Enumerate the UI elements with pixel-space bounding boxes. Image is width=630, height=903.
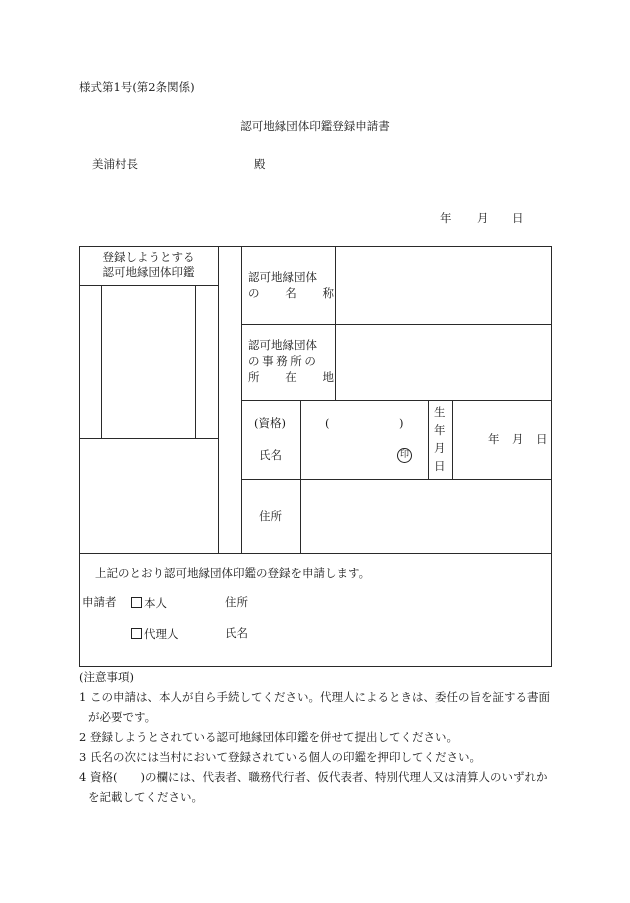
- birth-label-4: 日: [434, 459, 446, 473]
- office-location-field[interactable]: [337, 326, 550, 399]
- date-day-label: 日: [512, 211, 524, 225]
- seal-mark: 印: [397, 448, 412, 463]
- seal-area-label-line2: 認可地縁団体印鑑: [102, 265, 195, 279]
- qualification-label: (資格): [254, 416, 286, 430]
- org-name-label-line2: の 名 称: [248, 286, 334, 300]
- birth-month-label: 月: [512, 432, 524, 446]
- name-label: 氏名: [259, 448, 282, 462]
- address-field[interactable]: [302, 481, 550, 552]
- applicant-agent-option[interactable]: [131, 628, 179, 641]
- self-option-label: 本人: [144, 596, 167, 610]
- form-title: 認可地縁団体印鑑登録申請書: [240, 119, 390, 133]
- self-checkbox[interactable]: [131, 597, 142, 608]
- seal-impression-box[interactable]: [102, 286, 195, 438]
- date-month-label: 月: [477, 211, 489, 225]
- birth-year-label: 年: [488, 432, 500, 446]
- notes-heading: (注意事項): [79, 670, 134, 684]
- date-year-label: 年: [440, 211, 452, 225]
- birth-label-3: 月: [434, 441, 446, 455]
- org-name-label-line1: 認可地縁団体: [248, 270, 317, 284]
- application-statement: 上記のとおり認可地縁団体印鑑の登録を申請します。: [95, 566, 371, 580]
- office-label-line3: 所 在 地: [248, 370, 334, 384]
- qualification-field[interactable]: [331, 412, 397, 434]
- seal-area-label-line1: 登録しようとする: [102, 250, 195, 264]
- addressee-name: 美浦村長: [92, 157, 138, 171]
- applicant-address-label: 住所: [225, 595, 248, 609]
- applicant-label: 申請者: [82, 595, 117, 609]
- agent-checkbox[interactable]: [131, 628, 142, 639]
- applicant-name-label: 氏名: [225, 626, 248, 640]
- qualification-paren-close: ): [399, 416, 404, 430]
- addressee-honorific: 殿: [254, 157, 266, 171]
- birth-label-2: 年: [434, 423, 446, 437]
- note-item: 2 登録しようとされている認可地縁団体印鑑を併せて提出してください。: [79, 730, 458, 744]
- office-label-line1: 認可地縁団体: [248, 338, 317, 352]
- note-item: 1 この申請は、本人が自ら手続してください。代理人によるときは、委任の旨を証する書面が必要です。: [79, 690, 550, 724]
- qualification-paren-open: (: [325, 416, 330, 430]
- name-field[interactable]: [303, 442, 393, 472]
- applicant-self-option[interactable]: [131, 597, 167, 610]
- birth-day-label: 日: [536, 432, 548, 446]
- org-name-field[interactable]: [337, 248, 550, 323]
- agent-option-label: 代理人: [144, 627, 179, 641]
- office-label-line2: の事務所の: [248, 354, 319, 368]
- birth-label-1: 生: [434, 405, 446, 419]
- address-label: 住所: [259, 509, 282, 523]
- notes-section: [79, 667, 554, 807]
- form-number: 様式第1号(第2条関係): [79, 80, 195, 94]
- note-item: 4 資格( )の欄には、代表者、職務代行者、仮代表者、特別代理人又は清算人のいずれかを記載してください。: [79, 770, 548, 804]
- note-item: 3 氏名の次には当村において登録されている個人の印鑑を押印してください。: [79, 750, 481, 764]
- birth-date-field[interactable]: [454, 402, 550, 478]
